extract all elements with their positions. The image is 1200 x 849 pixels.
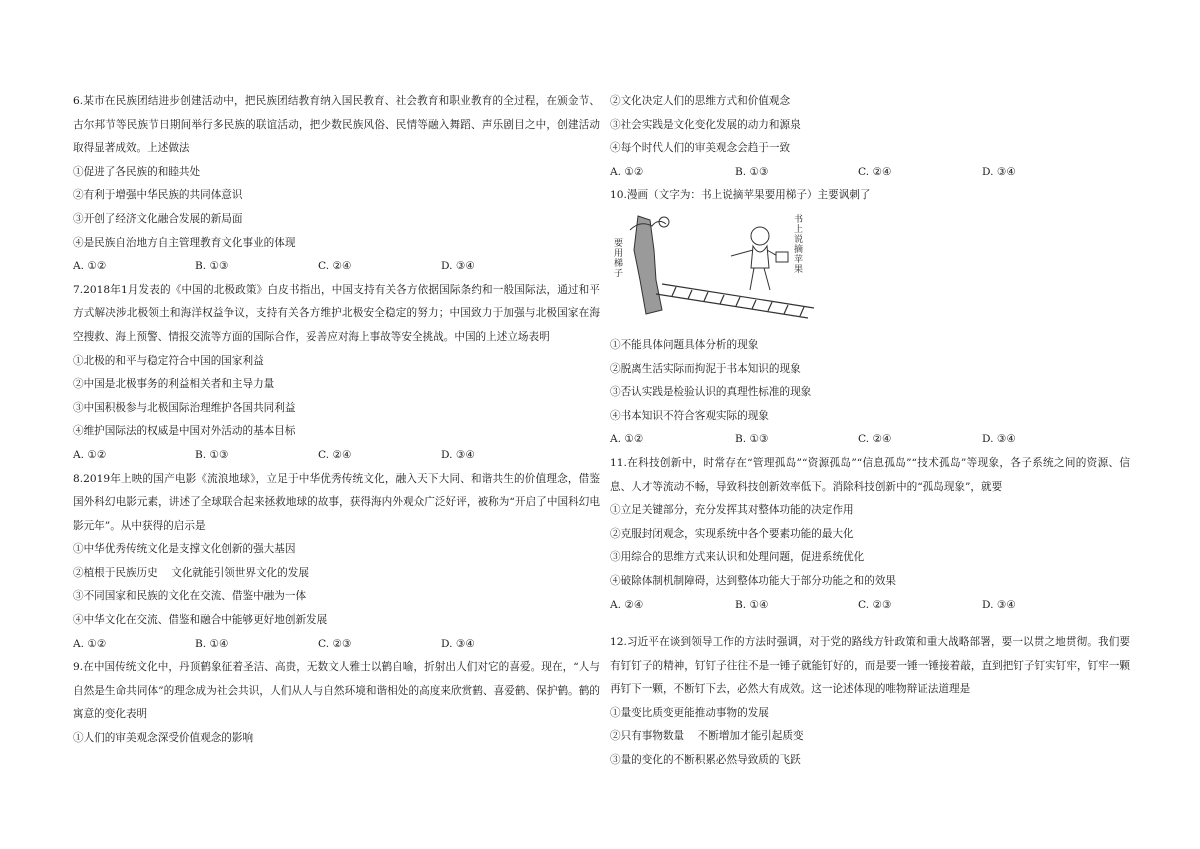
book-icon bbox=[776, 252, 788, 262]
q9-options bbox=[610, 161, 1130, 185]
q9-option-c: C. ②④ bbox=[858, 165, 892, 178]
q10-option-c: C. ②④ bbox=[858, 433, 892, 446]
q11-options bbox=[610, 594, 1130, 618]
q8-options bbox=[73, 633, 600, 657]
q6-option-a: A. ①② bbox=[73, 260, 107, 273]
q8-option-c: C. ②③ bbox=[318, 637, 352, 650]
q6-item-2: ②有利于增强中华民族的共同体意识 bbox=[73, 189, 243, 202]
q10-item-4: ④书本知识不符合客观实际的现象 bbox=[610, 409, 769, 422]
q8-option-b: B. ①④ bbox=[195, 637, 229, 650]
book-caption-text: 书上说摘苹果 bbox=[794, 214, 804, 275]
q7-option-c: C. ②④ bbox=[318, 448, 352, 461]
q11-item-4: ④破除体制机制障碍，达到整体功能大于部分功能之和的效果 bbox=[610, 574, 897, 587]
q11-option-a: A. ②④ bbox=[610, 598, 644, 611]
q8-item-4: ④中华文化在交流、借鉴和融合中能够更好地创新发展 bbox=[73, 614, 328, 627]
q12-stem: 12.习近平在谈到领导工作的方法时强调，对于党的路线方针政策和重大战略部署，要一以贯之地贯彻。我们要有钉钉子的精神，钉钉子往往不是一锤子就能钉好的，而是要一锤一锤接着敲，直到把钉子钉实钉牢，钉牢一颗再钉下一颗，不断钉下去，必然大有成效。这一论述体现的唯物辩证法道理是 bbox=[610, 636, 1130, 696]
q9-option-a: A. ①② bbox=[610, 165, 644, 178]
q7-item-2: ②中国是北极事务的利益相关者和主导力量 bbox=[73, 378, 275, 391]
q8-option-a: A. ①② bbox=[73, 637, 107, 650]
q7-option-b: B. ①③ bbox=[195, 448, 229, 461]
q7-option-d: D. ③④ bbox=[441, 448, 475, 461]
q12-item-1: ①量变比质变更能推动事物的发展 bbox=[610, 706, 769, 719]
person-figure bbox=[731, 227, 781, 290]
q7-item-1: ①北极的和平与稳定符合中国的国家利益 bbox=[73, 354, 264, 367]
q9-item-2: ②文化决定人们的思维方式和价值观念 bbox=[610, 95, 791, 107]
q6-item-3: ③开创了经济文化融合发展的新局面 bbox=[73, 212, 243, 225]
spacer bbox=[610, 617, 1130, 631]
q8-item-2: ②植根于民族历史 文化就能引领世界文化的发展 bbox=[73, 566, 309, 579]
q11-item-1: ①立足关键部分，充分发挥其对整体功能的决定作用 bbox=[610, 504, 854, 517]
tree-sign-text: 要用梯子 bbox=[614, 238, 624, 279]
q9-stem: 9.在中国传统文化中，丹顶鹤象征着圣洁、高贵，无数文人雅士以鹤自喻，折射出人们对它的喜爱。现在，“人与自然是生命共同体”的理念成为社会共识，人们从人与自然环境和谐相处的高度来欣赏鹤、喜爱鹤、保护鹤。鹤的寓意的变化表明 bbox=[73, 661, 600, 721]
q10-item-1: ①不能具体问题具体分析的现象 bbox=[610, 338, 759, 351]
q9-option-d: D. ③④ bbox=[982, 165, 1016, 178]
q8-item-1: ①中华优秀传统文化是支撑文化创新的强大基因 bbox=[73, 543, 296, 556]
q10-option-b: B. ①③ bbox=[735, 433, 769, 446]
q6-stem: 6.某市在民族团结进步创建活动中，把民族团结教育纳入国民教育、社会教育和职业教育的全过程，在颁金节、古尔邦节等民族节日期间举行多民族的联谊活动，把少数民族风俗、民情等融入舞蹈、声乐剧目之中，创建活动取得显著成效。上述做法 bbox=[73, 95, 600, 155]
apple-icon bbox=[659, 217, 669, 227]
q6-option-d: D. ③④ bbox=[441, 260, 475, 273]
q6-options bbox=[73, 255, 600, 279]
q7-options bbox=[73, 444, 600, 468]
q6-item-4: ④是民族自治地方自主管理教育文化事业的体现 bbox=[73, 236, 296, 249]
q6-option-b: B. ①③ bbox=[195, 260, 229, 273]
q7-option-a: A. ①② bbox=[73, 448, 107, 461]
q6-item-1: ①促进了各民族的和睦共处 bbox=[73, 165, 201, 178]
q7-item-4: ④维护国际法的权威是中国对外活动的基本目标 bbox=[73, 425, 296, 438]
cartoon-ladder-illustration bbox=[610, 210, 830, 328]
q9-item-4: ④每个时代人们的审美观念会趋于一致 bbox=[610, 142, 791, 155]
q12-item-3: ③量的变化的不断积累必然导致质的飞跃 bbox=[610, 754, 801, 767]
q12-item-2: ②只有事物数量 不断增加才能引起质变 bbox=[610, 730, 804, 743]
q8-item-3: ③不同国家和民族的文化在交流、借鉴中融为一体 bbox=[73, 590, 307, 603]
ladder-icon bbox=[656, 284, 814, 318]
q11-option-d: D. ③④ bbox=[982, 598, 1016, 611]
q8-option-d: D. ③④ bbox=[441, 637, 475, 650]
q10-item-2: ②脱离生活实际而拘泥于书本知识的现象 bbox=[610, 362, 801, 375]
q6-option-c: C. ②④ bbox=[318, 260, 352, 273]
q9-option-b: B. ①③ bbox=[735, 165, 769, 178]
q11-option-b: B. ①④ bbox=[735, 598, 769, 611]
right-column bbox=[610, 90, 1130, 773]
left-column bbox=[73, 90, 600, 751]
q10-option-d: D. ③④ bbox=[982, 433, 1016, 446]
q7-item-3: ③中国积极参与北极国际治理维护各国共同利益 bbox=[73, 401, 296, 414]
q9-item-3: ③社会实践是文化变化发展的动力和源泉 bbox=[610, 118, 801, 131]
q11-item-2: ②克服封闭观念，实现系统中各个要素功能的最大化 bbox=[610, 527, 854, 540]
q11-stem: 11.在科技创新中，时常存在“管理孤岛”“资源孤岛”“信息孤岛”“技术孤岛”等现象，各子系统之间的资源、信息、人才等流动不畅，导致科技创新效率低下。消除科技创新中的“孤岛现象”，就要 bbox=[610, 456, 1130, 493]
cartoon-image bbox=[610, 210, 830, 328]
q8-stem: 8.2019年上映的国产电影《流浪地球》，立足于中华优秀传统文化，融入天下大同、和谐共生的价值理念，借鉴国外科幻电影元素，讲述了全球联合起来拯救地球的故事，获得海内外观众广泛好评，被称为“开启了中国科幻电影元年”。从中获得的启示是 bbox=[73, 472, 600, 532]
q7-stem: 7.2018年1月发表的《中国的北极政策》白皮书指出，中国支持有关各方依据国际条约和一般国际法，通过和平方式解决涉北极领土和海洋权益争议，支持有关各方维护北极安全稳定的努力；中国致力于加强与北极国家在海空搜救、海上预警、情报交流等方面的国际合作，妥善应对海上事故等安全挑战。中国的上述立场表明 bbox=[73, 283, 600, 343]
q10-item-3: ③否认实践是检验认识的真理性标准的现象 bbox=[610, 386, 812, 399]
q10-stem: 10.漫画（文字为：书上说摘苹果要用梯子）主要讽刺了 bbox=[610, 189, 871, 202]
q10-options bbox=[610, 428, 1130, 452]
q9-item-1: ①人们的审美观念深受价值观念的影响 bbox=[73, 732, 254, 745]
q10-option-a: A. ①② bbox=[610, 433, 644, 446]
q11-item-3: ③用综合的思维方式来认识和处理问题，促进系统优化 bbox=[610, 551, 865, 564]
q11-option-c: C. ②③ bbox=[858, 598, 892, 611]
